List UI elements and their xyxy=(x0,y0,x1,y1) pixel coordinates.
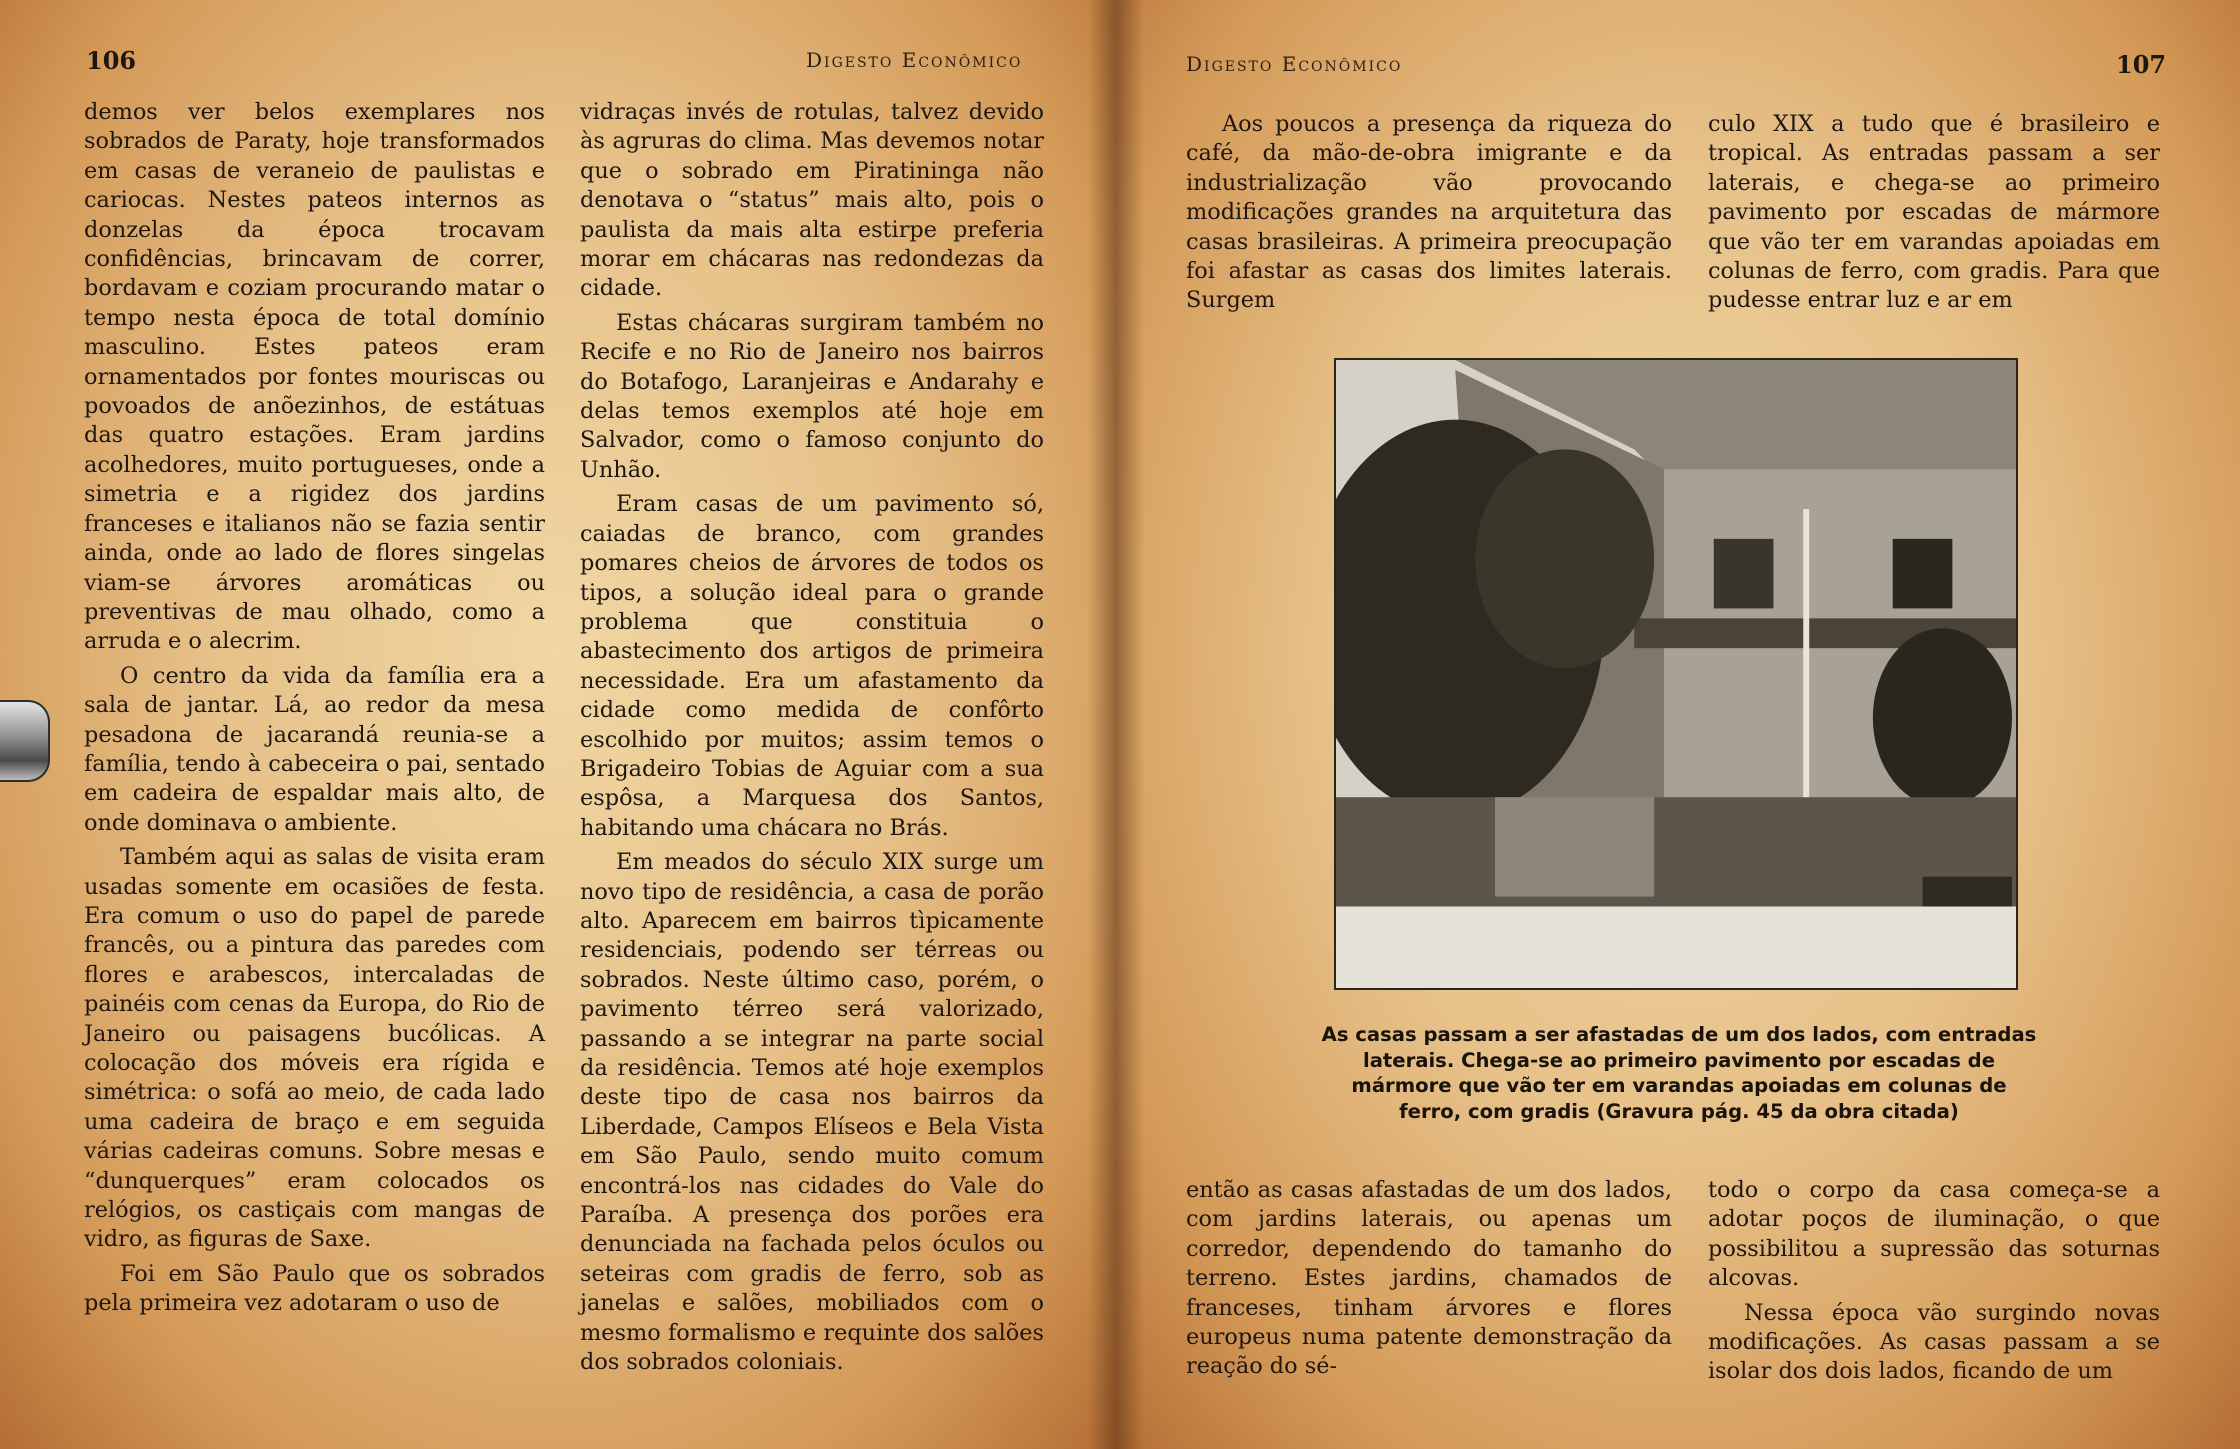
right-column-2-bottom xyxy=(1708,1176,2160,1387)
paragraph: vidraças invés de rotulas, talvez devido às agruras do clima. Mas devemos notar que o sobrado em Piratininga não denotava o “status” mais alto, pois o paulista da mais alta estirpe preferia morar em chácaras nas redondezas da cidade. xyxy=(580,99,1044,302)
paragraph: Aos poucos a presença da riqueza do café, da mão-de-obra imigrante e da industrialização vão provocando modificações grandes na arquitetura das casas brasileiras. A primeira preocupação foi afastar as casas dos limites laterais. Surgem xyxy=(1186,111,1672,314)
front-wall xyxy=(1336,797,2016,906)
tree xyxy=(1873,628,2012,807)
window xyxy=(1714,539,1774,609)
gate xyxy=(1495,797,1654,896)
house-photo-illustration xyxy=(1336,360,2016,988)
left-column-1 xyxy=(84,98,545,1319)
right-column-2-top xyxy=(1708,110,2160,316)
paragraph: O centro da vida da família era a sala de jantar. Lá, ao redor da mesa pesadona de jacarandá reunia-se a família, tendo à cabeceira o pai, sentado em cadeira de espaldar mais alto, de onde dominava o ambiente. xyxy=(84,662,545,836)
metal-clip xyxy=(0,700,50,782)
paragraph: todo o corpo da casa começa-se a adotar poços de iluminação, o que possibilitou a supressão das soturnas alcovas. xyxy=(1708,1177,2160,1292)
left-column-2 xyxy=(580,98,1044,1377)
paragraph: Foi em São Paulo que os sobrados pela primeira vez adotaram o uso de xyxy=(84,1260,545,1317)
window xyxy=(1893,539,1953,609)
paragraph: Também aqui as salas de visita eram usadas somente em ocasiões de festa. Era comum o uso do papel de parede francês, ou a pintura das paredes com flores e arabescos, intercaladas de painéis com cenas da Europa, do Rio de Janeiro ou paisagens bucólicas. A colocação dos móveis era rígida e simétrica: o sofá ao meio, de cada lado uma cadeira de braço e em seguida várias cadeiras comuns. Sobre mesas e “dunquerques” eram colocados os relógios, os castiçais com mangas de vidro, as figuras de Saxe. xyxy=(84,844,545,1253)
paragraph: culo XIX a tudo que é brasileiro e tropical. As entradas passam a ser laterais, e chega-se ao primeiro pavimento por escadas de mármore que vão ter em varandas apoiadas em colunas de ferro, com gradis. Para que pudesse entrar luz e ar em xyxy=(1708,111,2160,314)
paragraph: Eram casas de um pavimento só, caiadas de branco, com grandes pomares cheios de árvores de todos os tipos, a solução ideal para o grande problema que constituia o abastecimento dos artigos de primeira necessidade. Era um afastamento da cidade como medida de confôrto escolhido por muitos; assim temos o Brigadeiro Tobias de Aguiar com a sua espôsa, a Marquesa dos Santos, habitando uma chácara no Brás. xyxy=(580,491,1044,841)
page-number-right: 107 xyxy=(2116,50,2167,79)
paragraph: Estas chácaras surgiram também no Recife e no Rio de Janeiro nos bairros do Botafogo, Laranjeiras e Andarahy e delas temos exemplos até hoje em Salvador, como o famoso conjunto do Unhão. xyxy=(580,309,1044,483)
book-gutter xyxy=(1088,0,1144,1449)
street xyxy=(1336,907,2016,988)
running-head-right: Digesto Econômico xyxy=(1186,52,1403,76)
house-photograph xyxy=(1334,358,2018,990)
paragraph: demos ver belos exemplares nos sobrados de Paraty, hoje transformados em casas de veraneio de paulistas e cariocas. Nestes pateos internos as donzelas da época trocavam confidências, brincavam de correr, bordavam e coziam procurando matar o tempo nesta época de total domínio masculino. Estes pateos eram ornamentados por fontes mouriscas ou povoados de anõezinhos, de estátuas das quatro estações. Eram jardins acolhedores, muito portugueses, onde a simetria e a rigidez dos jardins franceses e italianos não se fazia sentir ainda, onde ao lado de flores singelas viam-se árvores aromáticas ou preventivas de mau olhado, como a arruda e o alecrim. xyxy=(84,99,545,655)
photo-caption: As casas passam a ser afastadas de um dos lados, com entradas laterais. Chega-se ao primeiro pavimento por escadas de mármore que vão ter em varandas apoiadas em colunas de ferro, com gradis (Gravura pág. 45 da obra citada) xyxy=(1321,1023,2037,1123)
paragraph: Em meados do século XIX surge um novo tipo de residência, a casa de porão alto. Aparecem em bairros tìpicamente residenciais, podendo ser térreas ou sobrados. Neste último caso, porém, o pavimento térreo será valorizado, passando a se integrar na parte social da residência. Temos até hoje exemplos deste tipo de casa nos bairros da Liberdade, Campos Elíseos e Bela Vista em São Paulo, sendo muito comum encontrá-los nas cidades do Vale do Paraíba. A presença dos porões era denunciada na fachada pelos óculos ou seteiras com gradis de ferro, sob as janelas e salões, mobiliados com o mesmo formalismo e requinte dos salões dos sobrados coloniais. xyxy=(580,849,1044,1376)
running-head-left: Digesto Econômico xyxy=(806,48,1023,72)
page-number-left: 106 xyxy=(86,46,137,75)
right-column-1-top xyxy=(1186,110,1672,316)
paragraph: então as casas afastadas de um dos lados, com jardins laterais, ou apenas um corredor, dependendo do tamanho do terreno. Estes jardins, chamados de franceses, tinham árvores e flores europeus numa patente demonstração da reação do sé- xyxy=(1186,1177,1672,1380)
paragraph: Nessa época vão surgindo novas modificações. As casas passam a se isolar dos dois lados, ficando de um xyxy=(1708,1299,2160,1385)
right-column-1-bottom xyxy=(1186,1176,1672,1382)
tree xyxy=(1475,449,1654,668)
